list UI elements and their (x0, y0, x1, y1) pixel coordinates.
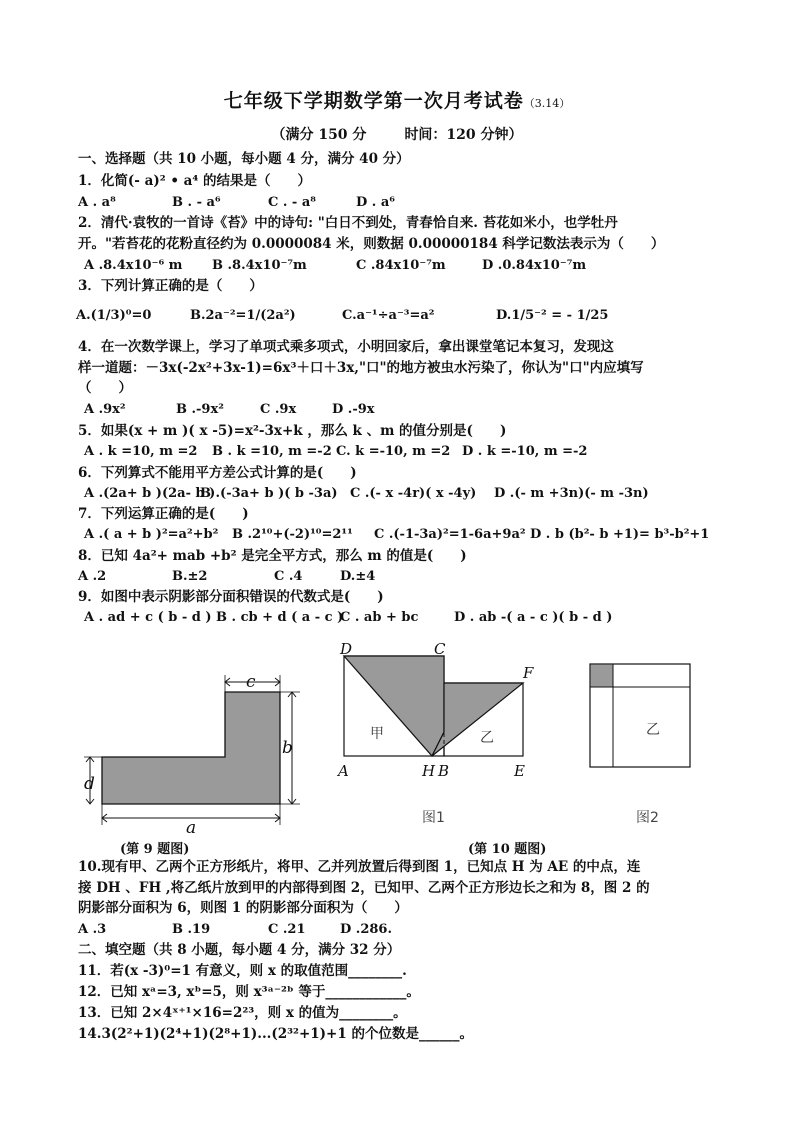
q8-option-c: C .4 (274, 569, 303, 584)
fig2-caption: 图2 (636, 810, 659, 826)
question-9: 9．如图中表示阴影部分面积错误的代数式是( ) (78, 589, 384, 605)
fig1-shaded-right (432, 683, 523, 756)
q3-option-c: C.a⁻¹÷a⁻³=a² (342, 308, 435, 323)
fig9-label-c: c (246, 672, 256, 692)
question-10-line2: 接 DH 、FH ,将乙纸片放到甲的内部得到图 2，已知甲、乙两个正方形边长之和为 8，图 2 的 (78, 880, 650, 896)
figure-q10-fig1 (330, 636, 540, 832)
q2-option-b: B .8.4x10⁻⁷m (212, 258, 307, 273)
q5-option-b: B . k =10, m =-2 (212, 444, 332, 459)
figure-q9 (70, 665, 310, 835)
q10-option-d: D .286. (340, 922, 392, 937)
exam-date: （3.14） (523, 97, 571, 110)
q8-option-d: D.±4 (340, 569, 376, 584)
q4-option-a: A .9x² (84, 402, 126, 417)
section-fill-heading: 二、填空题（共 8 小题，每小题 4 分，满分 32 分） (78, 942, 401, 958)
q2-option-c: C .84x10⁻⁷m (356, 258, 446, 273)
question-10-line1: 10.现有甲、乙两个正方形纸片，将甲、乙并列放置后得到图 1，已知点 H 为 AE 的中点，连 (78, 859, 641, 875)
fig1-point-b: B (438, 762, 450, 780)
q7-option-c: C .(-1-3a)²=1-6a+9a² (374, 527, 526, 542)
q9-option-c: C . ab + bc (340, 610, 419, 625)
q1-option-a: A . a⁸ (78, 195, 116, 210)
page-title: 七年级下学期数学第一次月考试卷（3.14） (223, 90, 571, 112)
q7-option-d: D . b (b²- b +1)= b³-b²+1 (530, 527, 710, 542)
q7-option-a: A .( a + b )²=a²+b² (84, 527, 219, 542)
question-5: 5．如果(x + m )( x -5)=x²-3x+k ，那么 k 、m 的值分别是( ) (78, 423, 507, 439)
question-7: 7．下列运算正确的是( ) (78, 506, 249, 522)
question-4-line3: （ ） (78, 380, 132, 396)
q6-option-d: D .(- m +3n)(- m -3n) (494, 486, 649, 501)
caption-q10: (第 10 题图) (468, 842, 547, 857)
q9-option-d: D . ab -( a - c )( b - d ) (454, 610, 613, 625)
question-13: 13．已知 2×4ˣ⁺¹×16=2²³，则 x 的值为________。 (78, 1005, 407, 1021)
fig1-point-e: E (514, 762, 525, 780)
q10-option-b: B .19 (172, 922, 211, 937)
question-11: 11．若(x -3)⁰=1 有意义，则 x 的取值范围________. (78, 963, 407, 979)
fig1-point-a: A (338, 762, 349, 780)
q8-option-a: A .2 (78, 569, 107, 584)
q9-option-a: A . ad + c ( b - d ) (84, 610, 212, 625)
q1-option-c: C . - a⁸ (268, 195, 316, 210)
fig2-label-yi: 乙 (646, 722, 660, 738)
fig1-point-h: H (422, 762, 436, 780)
fig1-point-d: D (340, 640, 353, 658)
q9-option-b: B . cb + d ( a - c ) (216, 610, 344, 625)
caption-q9: (第 9 题图) (120, 842, 190, 857)
q3-option-d: D.1/5⁻² = - 1/25 (496, 308, 609, 323)
q10-option-c: C .21 (268, 922, 306, 937)
question-4-line1: 4．在一次数学课上，学习了单项式乘多项式，小明回家后，拿出课堂笔记本复习，发现这 (78, 339, 614, 355)
question-3: 3．下列计算正确的是（ ） (78, 278, 263, 294)
fig9-label-d: d (84, 774, 95, 794)
figure-q10-fig2 (580, 656, 710, 832)
question-14: 14.3(2²+1)(2⁴+1)(2⁸+1)...(2³²+1)+1 的个位数是______。 (78, 1026, 473, 1042)
question-4-line2: 样一道题：－3x(-2x²+3x-1)=6x³＋口＋3x,"口"的地方被虫水污染了，你认为"口"内应填写 (78, 360, 644, 376)
question-8: 8．已知 4a²+ mab +b² 是完全平方式，那么 m 的值是( ) (78, 548, 467, 564)
fig1-point-c: C (434, 640, 446, 658)
q3-option-a: A.(1/3)⁰=0 (76, 308, 152, 323)
q5-option-c: C. k =-10, m =2 (336, 444, 451, 459)
question-2-line2: 开。"若苔花的花粉直径约为 0.0000084 米，则数据 0.00000184 科学记数法表示为（ ） (78, 236, 665, 252)
fig1-shaded-left (344, 656, 444, 756)
q6-option-b: B .(-3a+ b )( b -3a) (200, 486, 338, 501)
q5-option-a: A . k =10, m =2 (84, 444, 198, 459)
q3-option-b: B.2a⁻²=1/(2a²) (190, 308, 296, 323)
q9-shaded-l-shape (102, 692, 280, 804)
question-12: 12．已知 xᵃ=3, xᵇ=5，则 x³ᵃ⁻²ᵇ 等于____________。 (78, 984, 420, 1000)
q6-option-c: C .(- x -4r)( x -4y) (350, 486, 477, 501)
fig1-caption: 图1 (422, 810, 445, 826)
q2-option-a: A .8.4x10⁻⁶ m (84, 258, 183, 273)
exam-info: （满分 150 分 时间：120 分钟） (271, 127, 523, 143)
fig9-label-b: b (282, 738, 293, 758)
q7-option-b: B .2¹⁰+(-2)¹⁰=2¹¹ (232, 527, 353, 542)
q10-option-a: A .3 (78, 922, 107, 937)
q4-option-b: B .-9x² (176, 402, 224, 417)
q4-option-c: C .9x (260, 402, 297, 417)
fig1-label-yi: 乙 (480, 730, 494, 746)
fig1-point-f: F (523, 664, 534, 682)
question-2-line1: 2．清代·袁牧的一首诗《苔》中的诗句: "白日不到处，青春恰自来. 苔花如米小，也学牡丹 (78, 215, 618, 231)
q8-option-b: B.±2 (172, 569, 208, 584)
section-choice-heading: 一、选择题（共 10 小题，每小题 4 分，满分 40 分） (78, 151, 410, 167)
question-6: 6．下列算式不能用平方差公式计算的是( ) (78, 465, 357, 481)
question-10-line3: 阴影部分面积为 6，则图 1 的阴影部分面积为（ ） (78, 900, 408, 916)
fig9-label-a: a (186, 818, 197, 835)
q1-option-b: B . - a⁶ (172, 195, 221, 210)
q1-option-d: D . a⁶ (356, 195, 395, 210)
q4-option-d: D .-9x (332, 402, 375, 417)
q6-option-a: A .(2a+ b )(2a- b ) (84, 486, 216, 501)
q5-option-d: D . k =-10, m =-2 (462, 444, 588, 459)
fig1-label-jia: 甲 (370, 726, 384, 742)
fig2-shaded-square (590, 664, 613, 687)
q2-option-d: D .0.84x10⁻⁷m (482, 258, 587, 273)
question-1: 1．化简(- a)² • a⁴ 的结果是（ ） (78, 173, 312, 189)
